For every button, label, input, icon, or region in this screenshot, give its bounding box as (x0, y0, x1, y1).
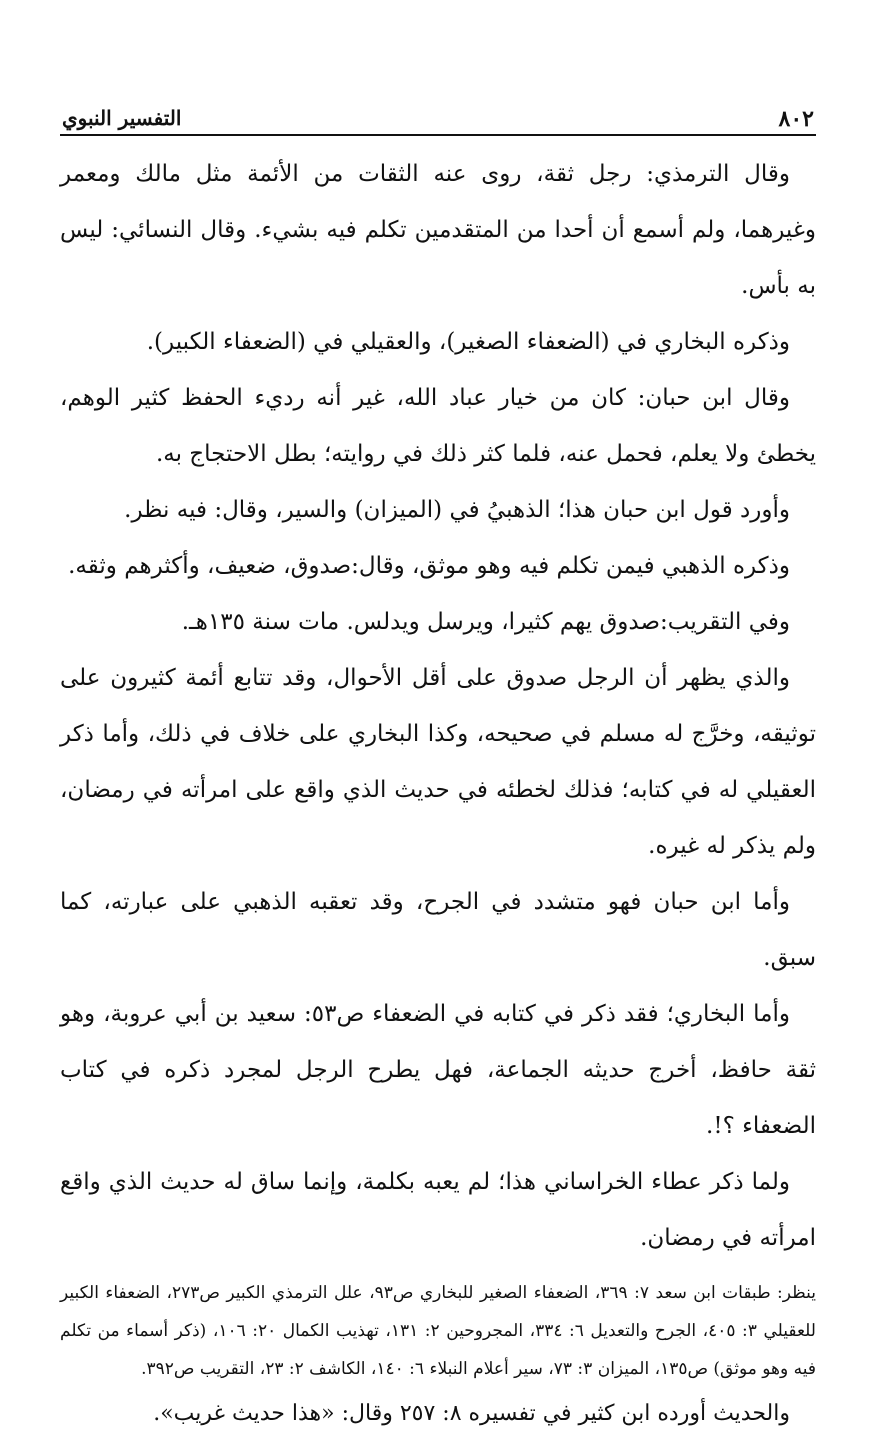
running-header (60, 104, 816, 136)
paragraph-ibn-hibban-rebuttal: وأما ابن حبان فهو متشدد في الجرح، وقد تعقبه الذهبي على عبارته، كما سبق. (60, 889, 816, 971)
paragraph-ibn-hibban: وقال ابن حبان: كان من خيار عباد الله، غير أنه رديء الحفظ كثير الوهم، يخطئ ولا يعلم، فحمل عنه، فلما كثر ذلك في روايته؛ بطل الاحتجاج به. (60, 385, 816, 467)
book-title: التفسير النبوي (62, 106, 182, 130)
main-text (60, 146, 816, 1266)
paragraph-bukhari-rebuttal: وأما البخاري؛ فقد ذكر في كتابه في الضعفاء ص٥٣: سعيد بن أبي عروبة، وهو ثقة حافظ، أخرج حديثه الجماعة، فهل يطرح الرجل لمجرد ذكره في كتاب الضعفاء ؟!. (60, 1001, 816, 1139)
page (60, 104, 816, 1440)
footnote-text: ينظر: طبقات ابن سعد ٧: ٣٦٩، الضعفاء الصغير للبخاري ص٩٣، علل الترمذي الكبير ص٢٧٣، الضعفاء الكبير للعقيلي ٣: ٤٠٥، الجرح والتعديل ٦: ٣٣٤، المجروحين ٢: ١٣١، تهذيب الكمال ٢٠: ١٠٦، (ذكر أسماء من تكلم فيه وهو موثق) ص١٣٥، الميزان ٣: ٧٣، سير أعلام النبلاء ٦: ١٤٠، الكاشف ٢: ٢٣، التقريب ص٣٩٢. (60, 1283, 816, 1379)
paragraph-dhahabi-muwathaq: وذكره الذهبي فيمن تكلم فيه وهو موثق، وقال:صدوق، ضعيف، وأكثرهم وثقه. (68, 553, 790, 579)
paragraph-dhahabi-mizan: وأورد قول ابن حبان هذا؛ الذهبيُ في (الميزان) والسير، وقال: فيه نظر. (124, 497, 790, 523)
paragraph-bukhari-mention: وذكره البخاري في (الضعفاء الصغير)، والعقيلي في (الضعفاء الكبير). (146, 329, 790, 355)
paragraph-taqrib: وفي التقريب:صدوق يهم كثيرا، ويرسل ويدلس. مات سنة ١٣٥هـ. (181, 609, 790, 635)
page-number: ٨٠٢ (778, 106, 814, 132)
closing-paragraph: والحديث أورده ابن كثير في تفسيره ٨: ٢٥٧ وقال: «هذا حديث غريب». (153, 1401, 790, 1426)
paragraph-conclusion: والذي يظهر أن الرجل صدوق على أقل الأحوال، وقد تتابع أئمة كثيرون على توثيقه، وخرَّج له مسلم في صحيحه، وكذا البخاري على خلاف في ذلك، وأما ذكر العقيلي له في كتابه؛ فذلك لخطئه في حديث الذي واقع على امرأته في رمضان، ولم يذكر له غيره. (60, 665, 816, 859)
paragraph-tirmidhi: وقال الترمذي: رجل ثقة، روى عنه الثقات من الأئمة مثل مالك ومعمر وغيرهما، ولم أسمع أن أحدا من المتقدمين تكلم فيه بشيء. وقال النسائي: ليس به بأس. (60, 161, 816, 299)
footnote-references (60, 1274, 816, 1388)
paragraph-ata-khurasani: ولما ذكر عطاء الخراساني هذا؛ لم يعبه بكلمة، وإنما ساق له حديث الذي واقع امرأته في رمضان. (60, 1169, 816, 1251)
